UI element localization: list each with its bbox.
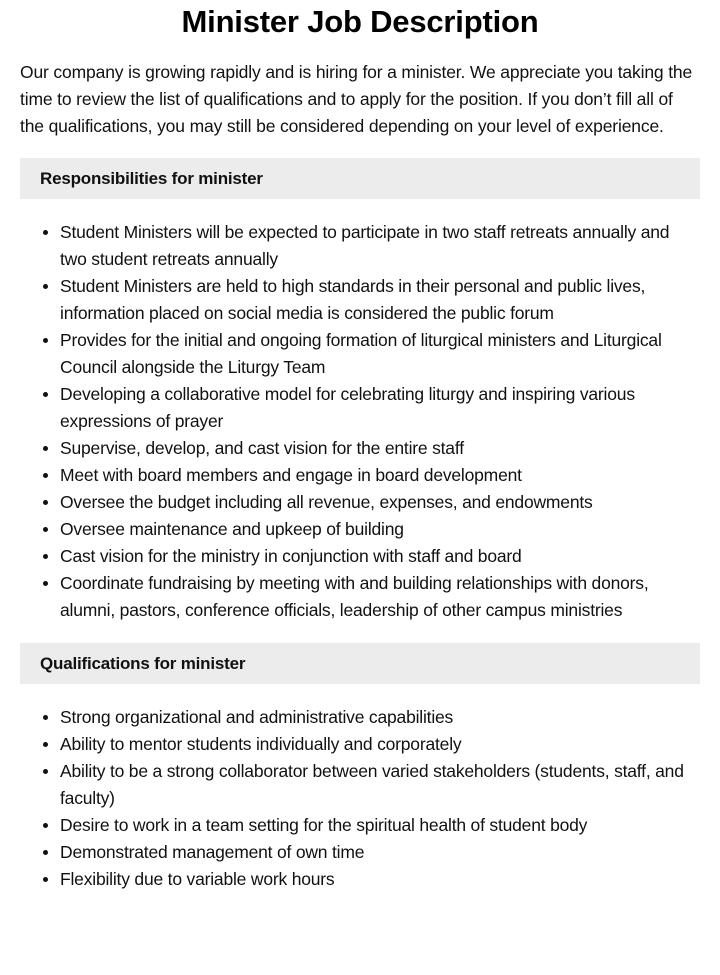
list-item: Student Ministers are held to high standards in their personal and public lives, information placed on social media is considered the public forum [40, 273, 700, 327]
list-item: Oversee maintenance and upkeep of building [40, 516, 700, 543]
responsibilities-list [20, 219, 700, 624]
list-item: Oversee the budget including all revenue, expenses, and endowments [40, 489, 700, 516]
list-item: Ability to be a strong collaborator between varied stakeholders (students, staff, and faculty) [40, 758, 700, 812]
list-item: Developing a collaborative model for celebrating liturgy and inspiring various expressions of prayer [40, 381, 700, 435]
list-item: Cast vision for the ministry in conjunction with staff and board [40, 543, 700, 570]
list-item: Strong organizational and administrative capabilities [40, 704, 700, 731]
list-item: Provides for the initial and ongoing formation of liturgical ministers and Liturgical Council alongside the Liturgy Team [40, 327, 700, 381]
qualifications-list [20, 704, 700, 893]
list-item: Flexibility due to variable work hours [40, 866, 700, 893]
list-item: Desire to work in a team setting for the spiritual health of student body [40, 812, 700, 839]
section-header-qualifications: Qualifications for minister [20, 643, 700, 684]
section-header-responsibilities: Responsibilities for minister [20, 158, 700, 199]
responsibilities-section [20, 158, 700, 624]
intro-paragraph: Our company is growing rapidly and is hiring for a minister. We appreciate you taking the time to review the list of qualifications and to apply for the position. If you don’t fill all of the qualifications, you may still be considered depending on your level of experience. [20, 62, 693, 136]
list-item: Meet with board members and engage in board development [40, 462, 700, 489]
list-item: Ability to mentor students individually and corporately [40, 731, 700, 758]
list-item: Supervise, develop, and cast vision for the entire staff [40, 435, 700, 462]
list-item: Coordinate fundraising by meeting with and building relationships with donors, alumni, pastors, conference officials, leadership of other campus ministries [40, 570, 700, 624]
list-item: Demonstrated management of own time [40, 839, 700, 866]
qualifications-section [20, 643, 700, 893]
page-title: Minister Job Description [181, 4, 539, 39]
list-item: Student Ministers will be expected to participate in two staff retreats annually and two student retreats annually [40, 219, 700, 273]
